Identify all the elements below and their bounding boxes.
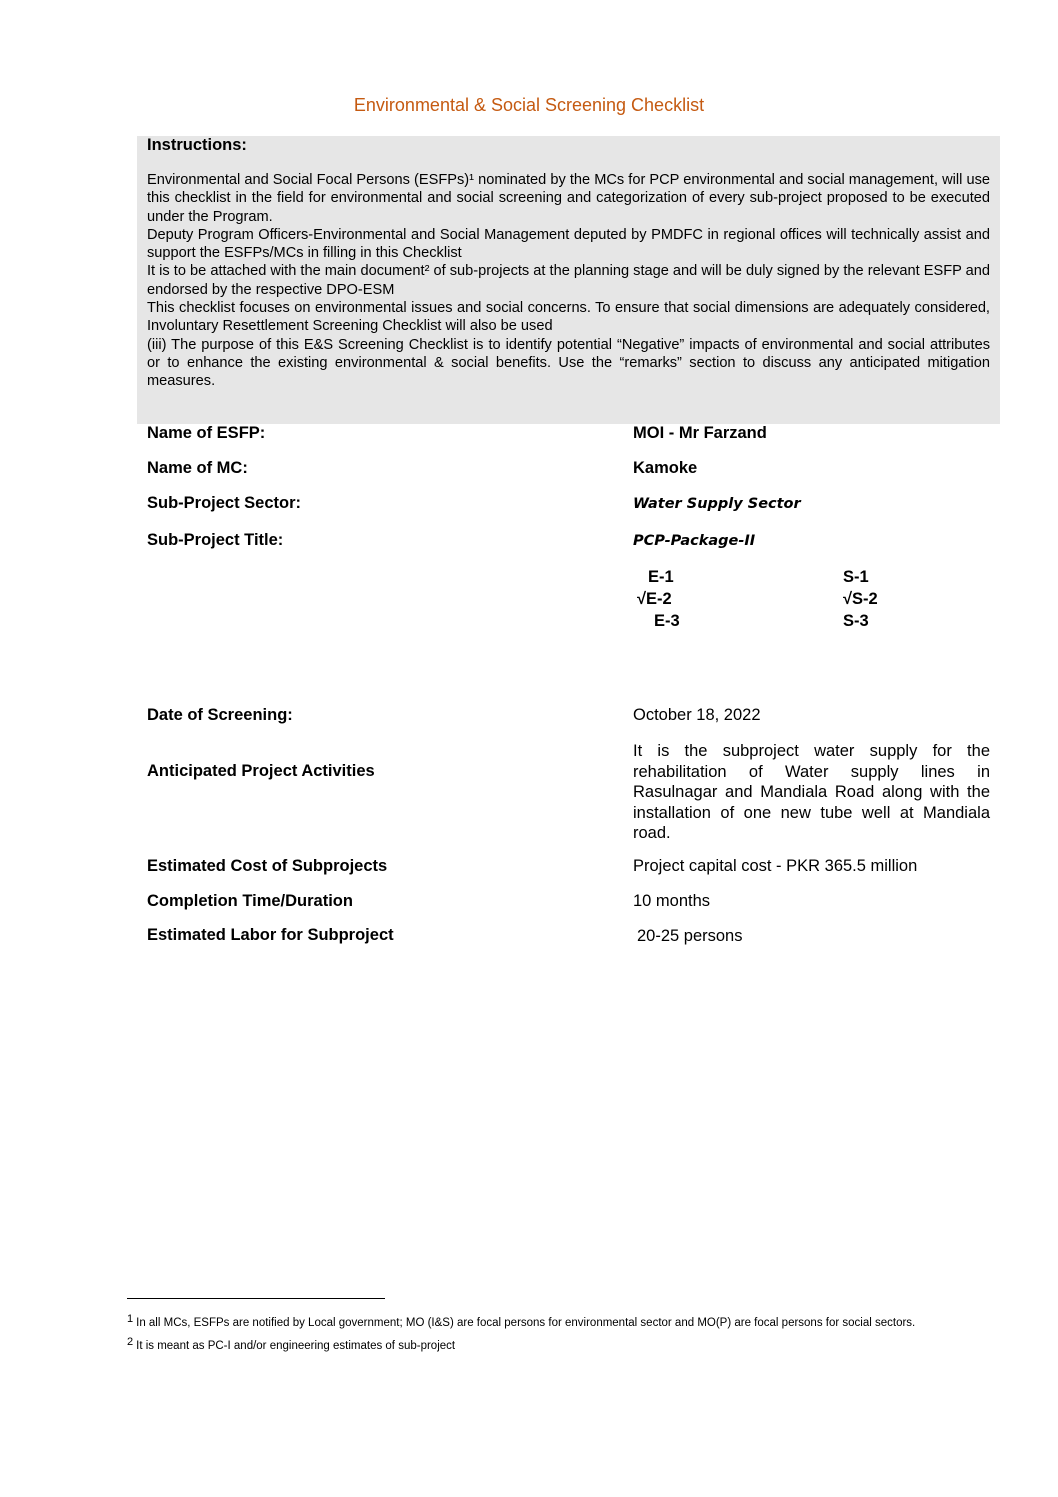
duration-value: 10 months [633,892,711,910]
category-e3: E-3 [654,612,680,630]
cost-label: Estimated Cost of Subprojects [147,857,388,875]
instruction-paragraph: This checklist focuses on environmental issues and social concerns. To ensure that social dimensions are adequately considered, Involuntary Resettlement Screening Checklist will also be used [147,300,990,335]
cost-value: Project capital cost - PKR 365.5 million [633,857,918,875]
category-e1: E-1 [648,568,674,586]
activities-value: It is the subproject water supply for the rehabilitation of Water supply lines in Rasulnagar and Mandiala Road along with the installation of one new tube well at Mandiala road. [633,742,990,842]
instructions-heading: Instructions: [147,136,247,154]
subproject-title-label: Sub-Project Title: [147,531,284,549]
footnote-2 [127,1333,937,1356]
instructions-body [147,171,990,391]
document-title: Environmental & Social Screening Checklist [353,95,705,115]
esfp-label: Name of ESFP: [147,424,266,442]
date-value: October 18, 2022 [633,706,761,724]
instruction-paragraph: Deputy Program Officers-Environmental and Social Management deputed by PMDFC in regional offices will technically assist and support the ESFPs/MCs in filling in this Checklist [147,226,990,262]
duration-label: Completion Time/Duration [147,892,353,910]
footnote-mark: 1 [127,1313,134,1325]
category-s3: S-3 [843,612,869,630]
labor-value: 20-25 persons [637,927,743,945]
instruction-paragraph: Environmental and Social Focal Persons (ESFPs)¹ nominated by the MCs for PCP environmental and social management, will use this checklist in the field for environmental and social screening and categorization of every sub-project proposed to be executed under the Program. [147,172,990,225]
instruction-paragraph: (iii) The purpose of this E&S Screening Checklist is to identify potential “Negative” impacts of environmental and social attributes or to enhance the existing environmental & social benefits. Use the “remarks” section to discuss any anticipated mitigation measures. [147,336,990,390]
footnote-1 [127,1310,937,1333]
sector-label: Sub-Project Sector: [147,494,302,512]
footnote-mark: 2 [127,1336,134,1348]
activities-label: Anticipated Project Activities [147,762,375,780]
footnotes [127,1310,937,1356]
category-s1: S-1 [843,568,869,586]
footnote-text: It is meant as PC-I and/or engineering estimates of sub-project [136,1340,456,1352]
footnote-separator [127,1298,385,1299]
subproject-title-value: PCP-Package-II [633,533,756,549]
sector-value: Water Supply Sector [633,496,801,512]
labor-label: Estimated Labor for Subproject [147,926,394,944]
mc-value: Kamoke [633,459,698,477]
esfp-value: MOI - Mr Farzand [633,424,767,442]
footnote-text: In all MCs, ESFPs are notified by Local government; MO (I&S) are focal persons for environmental sector and MO(P) are focal persons for social sectors. [136,1317,916,1329]
category-s2: √S-2 [843,590,878,608]
date-label: Date of Screening: [147,706,293,724]
mc-label: Name of MC: [147,459,248,477]
instruction-paragraph: It is to be attached with the main document² of sub-projects at the planning stage and will be duly signed by the relevant ESFP and endorsed by the respective DPO-ESM [147,263,990,298]
category-e2: √E-2 [637,590,672,608]
